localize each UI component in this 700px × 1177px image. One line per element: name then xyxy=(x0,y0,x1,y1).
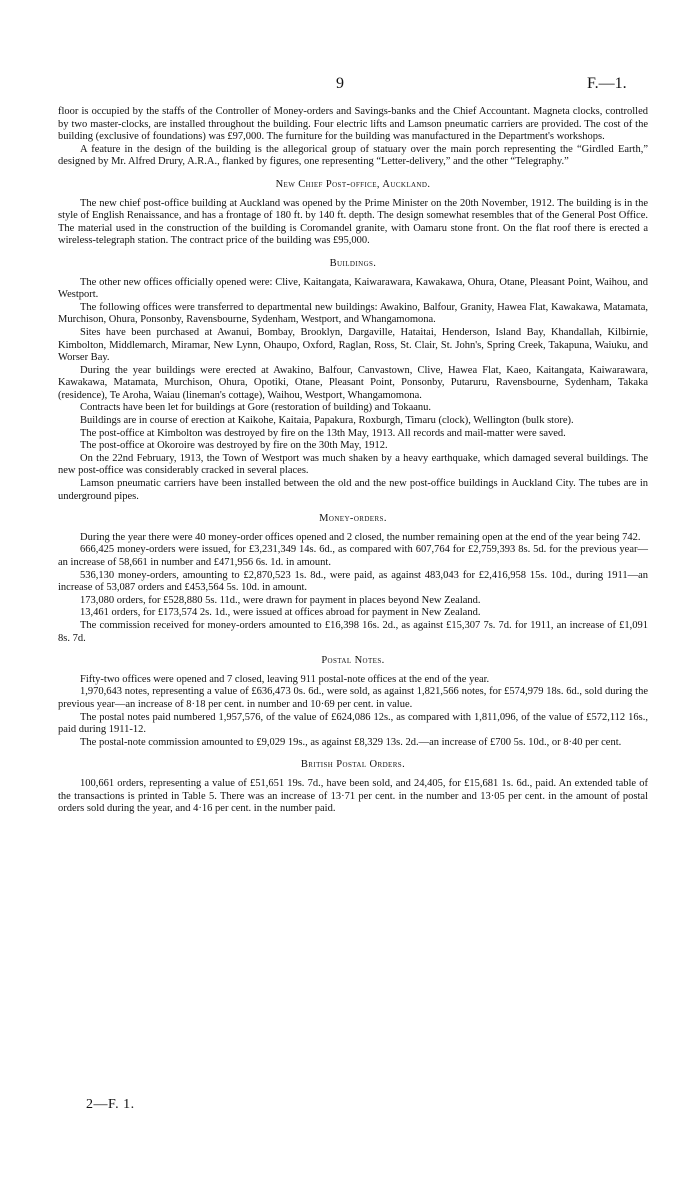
section-buildings xyxy=(58,258,648,503)
page-signature: 2—F. 1. xyxy=(86,1097,135,1112)
paragraph: The commission received for money-orders amounted to £16,398 16s. 2d., as against £15,307 7s. 7d. for 1911, an increase of £1,091 8s. 7d. xyxy=(58,619,648,644)
paragraph: The postal notes paid numbered 1,957,576, of the value of £624,086 12s., as compared with 1,811,096, of the value of £572,112 16s., paid during 1911-12. xyxy=(58,711,648,736)
paragraph: The post-office at Kimbolton was destroyed by fire on the 13th May, 1913. All records and mail-matter were saved. xyxy=(80,427,566,439)
section-heading: Buildings. xyxy=(329,257,377,269)
paragraph: 1,970,643 notes, representing a value of £636,473 0s. 6d., were sold, as against 1,821,566 notes, for £574,979 18s. 6d., sold during the previous year—an increase of 8·18 per cent. in number and 10·69 per cent. in value. xyxy=(58,686,648,710)
section-heading: New Chief Post-office, Auckland. xyxy=(275,178,431,190)
intro-paragraph: A feature in the design of the building is the allegorical group of statuary over the main porch representing the “Girdled Earth,” designed by Mr. Alfred Drury, A.R.A., flanked by figures, one representing “Letter-delivery,” and the other “Telegraphy.” xyxy=(58,143,648,168)
paragraph: The postal-note commission amounted to £9,029 19s., as against £8,329 13s. 2d.—an increase of £700 5s. 10d., or 8·40 per cent. xyxy=(80,736,622,748)
paragraph: The new chief post-office building at Auckland was opened by the Prime Minister on the 20th November, 1912. The building is in the style of English Renaissance, and has a frontage of 180 ft. by 140 ft. depth. The design somewhat resembles that of the General Post Office. The material used in the construction of the building is Coromandel granite, with Oamaru stone front. On the flat roof there is erected a wireless-telegraph station. The contract price of the building was £95,000. xyxy=(58,197,648,247)
paragraph: 666,425 money-orders were issued, for £3,231,349 14s. 6d., as compared with 607,764 for £2,759,393 8s. 5d. for the previous year—an increase of 58,661 in number and £471,956 6s. 1d. in amount. xyxy=(58,544,648,568)
paragraph: 13,461 orders, for £173,574 2s. 1d., were issued at offices abroad for payment in New Zealand. xyxy=(80,607,481,619)
section-auckland xyxy=(58,179,648,248)
paragraph: During the year there were 40 money-order offices opened and 2 closed, the number remaining open at the end of the year being 742. xyxy=(80,531,641,543)
page-number: 9 xyxy=(336,75,344,92)
page-header xyxy=(0,75,700,95)
section-money-orders xyxy=(58,513,648,645)
section-postal-notes xyxy=(58,655,648,749)
paragraph: Sites have been purchased at Awanui, Bombay, Brooklyn, Dargaville, Hataitai, Henderson, Island Bay, Khandallah, Kilbirnie, Kimbolton, Middlemarch, Miramar, New Lynn, Ohaupo, Oxford, Raglan, Ross, St. Clair, St. John's, Spring Creek, Takapuna, Waiuku, and Worser Bay. xyxy=(58,326,648,364)
paragraph: The other new offices officially opened were: Clive, Kaitangata, Kaiwarawara, Kawakawa, Ohura, Otane, Pleasant Point, Waihou, and Westport. xyxy=(58,276,648,301)
paragraph: On the 22nd February, 1913, the Town of Westport was much shaken by a heavy earthquake, which damaged several buildings. The new post-office was considerably cracked in several places. xyxy=(58,452,648,477)
document-code: F.—1. xyxy=(587,75,627,92)
section-heading: Money-orders. xyxy=(319,513,387,525)
paragraph: 173,080 orders, for £528,880 5s. 11d., were drawn for payment in places beyond New Zealand. xyxy=(80,594,481,606)
paragraph: The following offices were transferred to departmental new buildings: Awakino, Balfour, Granity, Hawea Flat, Kawakawa, Matamata, Murchison, Ohura, Ponsonby, Ravensbourne, Sydenham, Westport, and Whangamomona. xyxy=(58,301,648,326)
paragraph: Fifty-two offices were opened and 7 closed, leaving 911 postal-note offices at the end of the year. xyxy=(80,673,490,685)
paragraph: The post-office at Okoroire was destroyed by fire on the 30th May, 1912. xyxy=(80,440,388,452)
paragraph: During the year buildings were erected at Awakino, Balfour, Canvastown, Clive, Hawea Flat, Kaeo, Kaitangata, Kaiwarawara, Kawakawa, Matamata, Murchison, Ohura, Opotiki, Otane, Pleasant Point, Ponsonby, Putaruru, Ravensbourne, Sydenham, Takaka (residence), Te Aroha, Waiau (lineman's cottage), Waihou, Westport, Whangamomona. xyxy=(58,364,648,401)
document-body xyxy=(58,106,648,816)
section-british-postal-orders xyxy=(58,759,648,815)
paragraph: 536,130 money-orders, amounting to £2,870,523 1s. 8d., were paid, as against 483,043 for £2,416,958 15s. 10d., during 1911—an increase of 53,087 orders and £453,564 5s. 10d. in amount. xyxy=(58,569,648,594)
paragraph: 100,661 orders, representing a value of £51,651 19s. 7d., have been sold, and 24,405, for £15,681 1s. 6d., paid. An extended table of the transactions is printed in Table 5. There was an increase of 13·71 per cent. in the number and 13·05 per cent. in the amount of postal orders sold during the year, and 4·16 per cent. in the number paid. xyxy=(58,777,648,815)
paragraph: Buildings are in course of erection at Kaikohe, Kaitaia, Papakura, Roxburgh, Timaru (clock), Wellington (bulk store). xyxy=(80,415,574,427)
section-heading: British Postal Orders. xyxy=(300,759,406,771)
intro-paragraph: floor is occupied by the staffs of the Controller of Money-orders and Savings-banks and the Chief Accountant. Magneta clocks, controlled by two master-clocks, are installed throughout the building. Four electric lifts and Lamson pneumatic carriers are provided. The cost of the building (exclusive of foundations) was £97,000. The furniture for the building was manufactured in the Department's workshops. xyxy=(58,106,648,143)
paragraph: Contracts have been let for buildings at Gore (restoration of building) and Tokaanu. xyxy=(80,402,432,414)
section-heading: Postal Notes. xyxy=(321,655,385,667)
paragraph: Lamson pneumatic carriers have been installed between the old and the new post-office buildings in Auckland City. The tubes are in underground pipes. xyxy=(58,478,648,502)
